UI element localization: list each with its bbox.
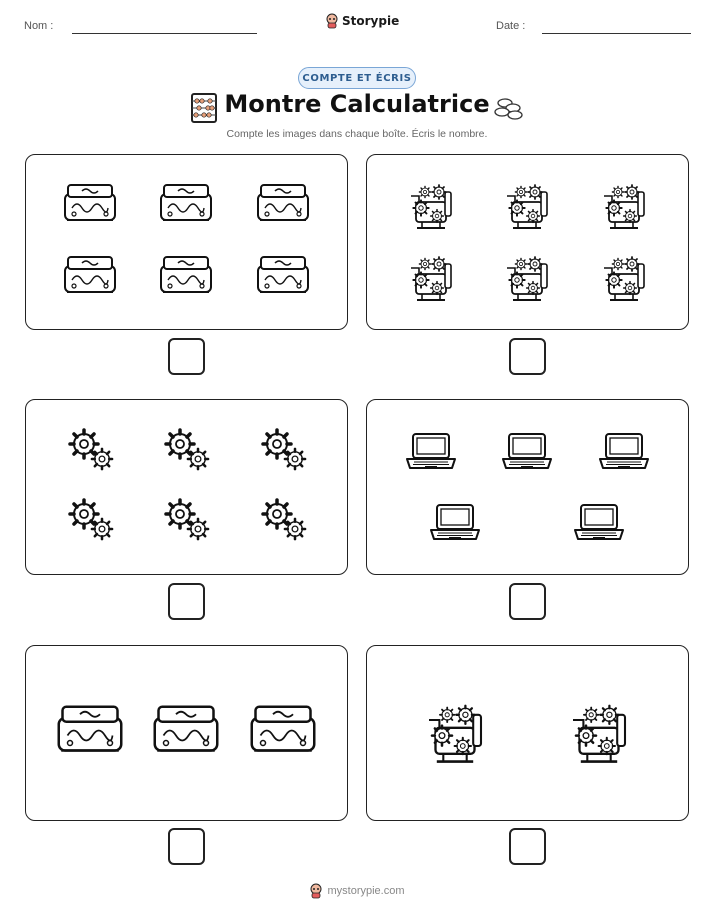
treasure-box-icon [59,707,122,751]
answer-box[interactable] [168,828,205,865]
laptop-icon [407,434,455,468]
treasure-box-icon [65,257,115,292]
name-label: Nom : [24,20,54,32]
instructions: Compte les images dans chaque boîte. Écris le nombre. [226,128,488,140]
mascot-icon [325,13,339,29]
gear-machine-icon [573,706,625,762]
count-box-gear-machine-large [366,645,689,821]
treasure-box-icon [161,185,211,220]
mascot-icon [309,883,323,899]
footer-site: mystorypie.com [327,885,405,897]
gear-machine-icon [507,257,547,300]
laptop-icon [503,434,551,468]
count-box-gear-machine [366,154,689,330]
answer-box[interactable] [509,828,546,865]
treasure-box-icon [258,185,308,220]
date-field[interactable] [542,33,691,34]
name-field[interactable] [72,33,257,34]
gears-icon [166,500,208,539]
date-label: Date : [496,20,526,32]
answer-box[interactable] [168,583,205,620]
treasure-box-icon [252,707,315,751]
count-box-treasure-box [25,154,348,330]
count-box-treasure-box-large [25,645,348,821]
answer-box[interactable] [168,338,205,375]
page-title: Montre Calculatrice [224,90,490,118]
laptop-icon [575,505,623,539]
brand-name: Storypie [342,14,400,28]
gear-machine-icon [604,185,644,228]
treasure-box-icon [65,185,115,220]
gears-icon [166,430,208,469]
answer-box[interactable] [509,338,546,375]
treasure-box-icon [161,257,211,292]
laptop-icon [431,505,479,539]
count-box-gears [25,399,348,575]
gear-machine-icon [507,185,547,228]
gear-machine-icon [411,185,451,228]
gear-machine-icon [429,706,481,762]
coins-icon [493,93,525,121]
gears-icon [70,430,112,469]
treasure-box-icon [258,257,308,292]
answer-box[interactable] [509,583,546,620]
footer [0,883,714,899]
brand-logo [325,13,399,29]
laptop-icon [600,434,648,468]
activity-tag: COMPTE ET ÉCRIS [298,67,416,89]
gears-icon [263,430,305,469]
count-box-laptop [366,399,689,575]
gears-icon [263,500,305,539]
gears-icon [70,500,112,539]
gear-machine-icon [604,257,644,300]
treasure-box-icon [155,707,218,751]
gear-machine-icon [411,257,451,300]
